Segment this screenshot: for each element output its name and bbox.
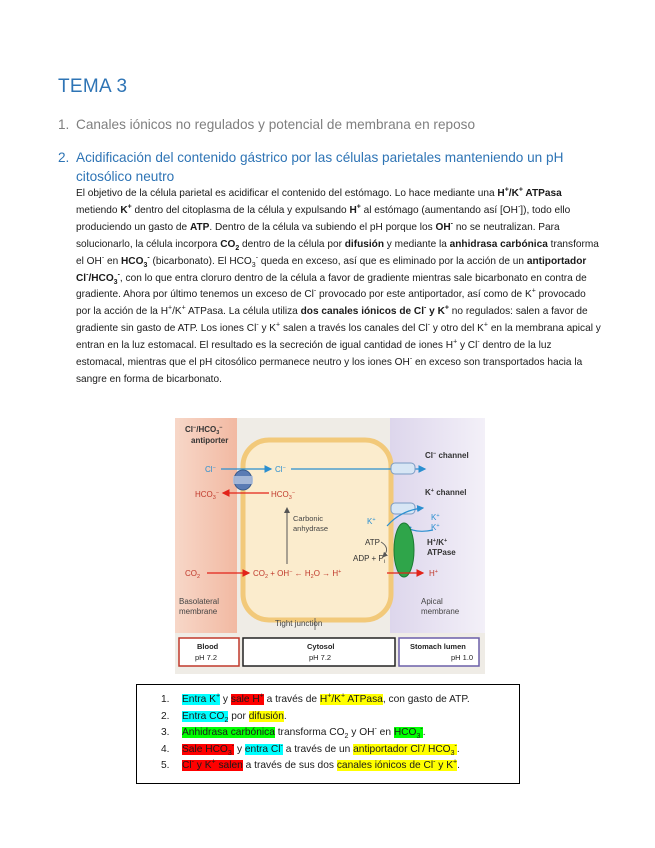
carbonic-label: Carbonic xyxy=(293,514,324,523)
tight-junction-label: Tight junction xyxy=(275,619,323,628)
summary-item: 3. Anhidrasa carbónica transforma $CO_2$ y OH- en $HCO_3^-$. xyxy=(161,725,426,741)
k-ion-3: K+ xyxy=(431,523,440,532)
summary-item: 1. Entra K+ y sale H+ a través de H+/K+ ATPasa, con gasto de ATP. xyxy=(161,692,470,705)
summary-item: 2. Entra $CO_2$ por difusión. xyxy=(161,710,287,724)
adp-label: ADP + $P_i$ xyxy=(353,554,385,565)
summary-list xyxy=(137,685,519,775)
summary-item: 5. Cl- y K+ salen a través de sus dos canales iónicos de Cl- y K+. xyxy=(161,758,460,772)
h-right: H+ xyxy=(429,569,438,578)
summary-item: 4. Sale $HCO_3^-$ y entra Cl- a través de un antiportador Cl-/ $HCO_3^-$. xyxy=(161,742,460,757)
hk-atpase-pump xyxy=(394,523,414,577)
antiporter-label: $Cl^-/HCO_3^-$ xyxy=(185,425,223,436)
hco3-mid: $HCO_3^-$ xyxy=(271,490,296,501)
co2-left: $CO_2$ xyxy=(185,569,201,580)
atpase-label: ATPase xyxy=(427,548,456,557)
section-title: Acidificación del contenido gástrico por las células parietales manteniendo un pH citosólico neutro xyxy=(76,150,564,184)
cl-channel-label: Cl− channel xyxy=(425,451,469,460)
page-title: TEMA 3 xyxy=(58,76,128,97)
basolateral-membrane-label: membrane xyxy=(179,607,218,616)
antiporter-band xyxy=(233,476,253,484)
blood-ph: pH 7.2 xyxy=(195,653,218,662)
k-ion-1: K+ xyxy=(367,517,376,526)
section-number: 2. xyxy=(58,150,70,165)
section-number: 1. xyxy=(58,117,70,132)
apical-label: Apical xyxy=(421,597,443,606)
lumen-label: Stomach lumen xyxy=(410,642,466,651)
antiporter-label-2: antiporter xyxy=(191,436,229,445)
section-heading-1 xyxy=(58,117,618,132)
parietal-cell-diagram xyxy=(175,418,485,674)
hco3-left: $HCO_3^-$ xyxy=(195,490,220,501)
blood-label: Blood xyxy=(197,642,219,651)
atp-label: ATP xyxy=(365,538,380,547)
cytosol-ph: pH 7.2 xyxy=(309,653,332,662)
section-heading-2 xyxy=(58,148,618,186)
k-channel-label: K+ channel xyxy=(425,488,467,497)
basolateral-label: Basolateral xyxy=(179,597,220,606)
k-channel xyxy=(391,503,415,514)
reaction-equation: $CO_2 + OH^-$ ← $H_2O \to H^+$ xyxy=(253,569,342,580)
k-ion-2: K+ xyxy=(431,513,440,522)
cl-left: Cl− xyxy=(205,465,216,474)
anhydrase-label: anhydrase xyxy=(293,524,329,533)
cytosol-label: Cytosol xyxy=(307,642,335,651)
section-title: Canales iónicos no regulados y potencial de membrana en reposo xyxy=(76,117,475,132)
lumen-ph: pH 1.0 xyxy=(451,653,474,662)
summary-box xyxy=(136,684,520,784)
hk-atpase-label: H+/K+ xyxy=(427,538,448,547)
cl-channel xyxy=(391,463,415,474)
apical-membrane-label: membrane xyxy=(421,607,460,616)
cl-mid: Cl− xyxy=(275,465,286,474)
body-paragraph: El objetivo de la célula parietal es acidificar el contenido del estómago. Lo hace mediante una H+/K+ ATPasa metiendo K+ dentro del citoplasma de la célula y expulsando H+ al estómago (aumentando así [OH-]), todo ello produciendo un gasto de ATP. Dentro de la célula va subiendo el pH porque los OH- no se neutralizan. Para solucionarlo, la célula incorpora $CO_2$ dentro de la célula por difusión y mediante la anhidrasa carbónica transforma el OH- en $HCO_3^-$ (bicarbonato). El $HCO_3^-$ queda en exceso, así que es eliminado por la acción de un antiportador $Cl^-/HCO_3^-$, con lo que entra cloruro dentro de la célula a favor de gradiente mientras sale bicarbonato en contra de gradiente. Ahora por último tenemos un exceso de Cl- provocado por este antiportador, así como de K+ provocado por la acción de la H+/K+ ATPasa. La célula utiliza dos canales iónicos de Cl- y K+ no regulados: salen a favor de gradiente sin gasto de ATP. Los iones Cl- y K+ salen a través los canales del Cl- y otro del K+ en la membrana apical y entran en la luz estomacal. El resultado es la secreción de igual cantidad de iones H+ y Cl- dentro de la luz estomacal, mientras que el pH citosólico permanece neutro y los iones OH- en exceso son transportados hacia la sangre en forma de bicarbonato. xyxy=(76,186,601,385)
